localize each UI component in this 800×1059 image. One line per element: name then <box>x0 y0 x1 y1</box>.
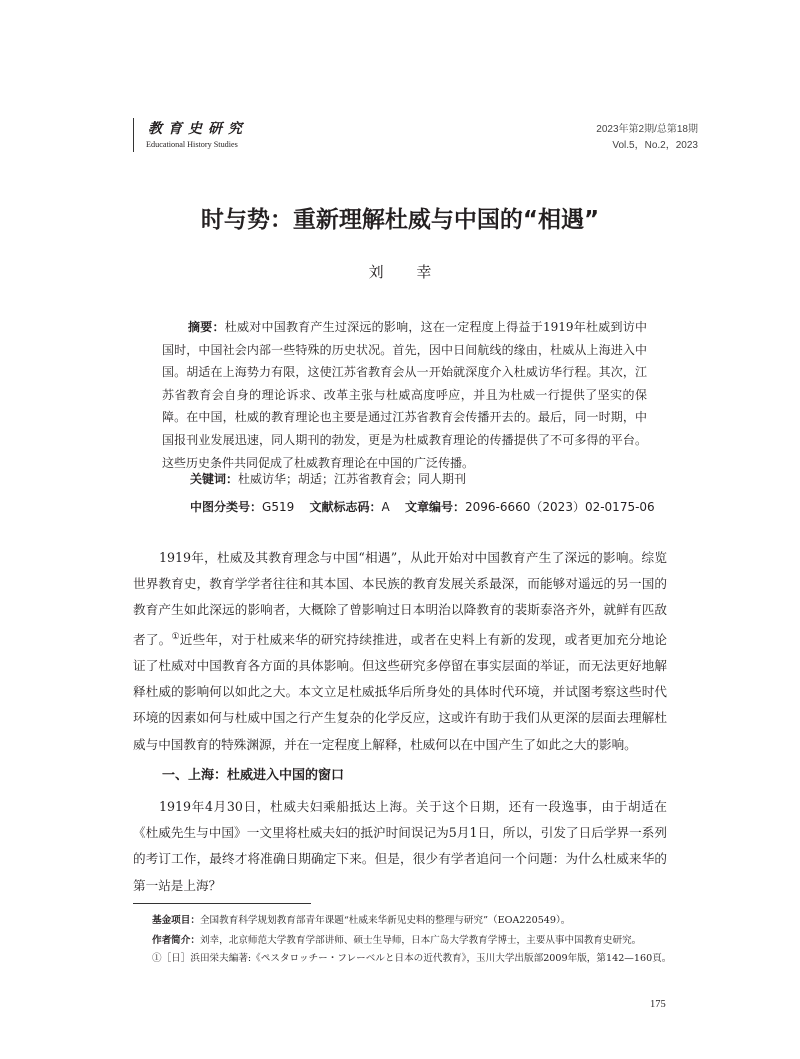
clc-label: 中图分类号： <box>190 500 263 514</box>
doc-code-value: A <box>381 500 390 514</box>
body-paragraph-2: 1919年4月30日，杜威夫妇乘船抵达上海。关于这个日期，还有一段逸事，由于胡适在《杜威先生与中国》一文里将杜威夫妇的抵沪时间误记为5月1日，所以，引发了日后学界一系列的考订工作，最终才将准确日期确定下来。但是，很少有学者追问一个问题：为什么杜威来华的第一站是上海？ <box>133 799 667 893</box>
footnote-author <box>152 932 641 946</box>
article-number-value: 2096-6660（2023）02-0175-06 <box>465 500 655 514</box>
journal-name-en: Educational History Studies <box>146 140 238 149</box>
article-number-label: 文章编号： <box>404 500 465 514</box>
footnote-fund <box>152 912 570 926</box>
abstract-label: 摘要： <box>188 320 225 334</box>
clc-value: G519 <box>262 500 295 514</box>
fund-text: 全国教育科学规划教育部青年课题“杜威来华新见史料的整理与研究”（EOA220549）。 <box>199 915 571 926</box>
page-number: 175 <box>650 999 666 1010</box>
issue-volume: Vol.5，No.2，2023 <box>612 140 698 151</box>
section-heading-1: 一、上海：杜威进入中国的窗口 <box>162 768 345 783</box>
author-bio-label: 作者简介： <box>152 935 200 946</box>
article-title: 时与势：重新理解杜威与中国的“相遇” <box>200 207 600 233</box>
issue-info <box>596 122 698 154</box>
footnote-ref-1[interactable]: ① <box>171 631 180 642</box>
issue-number-cn: 2023年第2期/总第18期 <box>596 124 698 135</box>
footnote-divider <box>133 903 311 904</box>
doc-code-label: 文献标志码： <box>309 500 382 514</box>
footnote-1: ①［日］浜田栄夫編著:《ペスタロッチー・フレーベルと日本の近代教育》，玉川大学出版部2009年版，第142—160頁。 <box>152 953 672 964</box>
abstract-text: 杜威对中国教育产生过深远的影响，这在一定程度上得益于1919年杜威到访中国时，中国社会内部一些特殊的历史状况。首先，因中日间航线的缘由，杜威从上海进入中国。胡适在上海势力有限，这使江苏省教育会从一开始就深度介入杜威访华行程。其次，江苏省教育会自身的理论诉求、改革主张与杜威高度呼应，并且为杜威一行提供了坚实的保障。在中国，杜威的教育理论也主要是通过江苏省教育会传播开去的。最后，同一时期，中国报刊业发展迅速，同人期刊的勃发，更是为杜威教育理论的传播提供了不可多得的平台。这些历史条件共同促成了杜威教育理论在中国的广泛传播。 <box>162 320 647 470</box>
keywords-text: 杜威访华；胡适；江苏省教育会；同人期刊 <box>238 472 467 486</box>
author-bio-text: 刘幸，北京师范大学教育学部讲师、硕士生导师，日本广岛大学教育学博士，主要从事中国教育史研究。 <box>199 935 642 946</box>
body-paragraph-1 <box>133 545 667 758</box>
keywords-label: 关键词： <box>190 472 239 486</box>
fund-label: 基金项目： <box>152 915 200 926</box>
body-paragraph-1-part-b: 近些年，对于杜威来华的研究持续推进，或者在史料上有新的发现，或者更加充分地论证了杜威对中国教育各方面的具体影响。但这些研究多停留在事实层面的举证，而无法更好地解释杜威的影响何以如此之大。本文立足杜威抵华后所身处的具体时代环境，并试图考察这些时代环境的因素如何与杜威中国之行产生复杂的化学反应，这或许有助于我们从更深的层面去理解杜威与中国教育的特殊渊源，并在一定程度上解释，杜威何以在中国产生了如此之大的影响。 <box>133 631 668 752</box>
journal-logo <box>133 118 258 152</box>
keywords <box>190 470 466 487</box>
body-paragraph-1-part-a: 1919年，杜威及其教育理念与中国“相遇”，从此开始对中国教育产生了深远的影响。综览世界教育史，教育学学者往往和其本国、本民族的教育发展关系最深，而能够对遥远的另一国的教育产生如此深远的影响者，大概除了曾影响过日本明治以降教育的裴斯泰洛齐外，就鲜有匹敌者了。 <box>133 550 667 647</box>
article-author: 刘 幸 <box>368 263 446 281</box>
classification-line <box>190 498 655 515</box>
journal-name-cn: 教育史研究 <box>148 121 248 137</box>
abstract <box>162 316 647 474</box>
